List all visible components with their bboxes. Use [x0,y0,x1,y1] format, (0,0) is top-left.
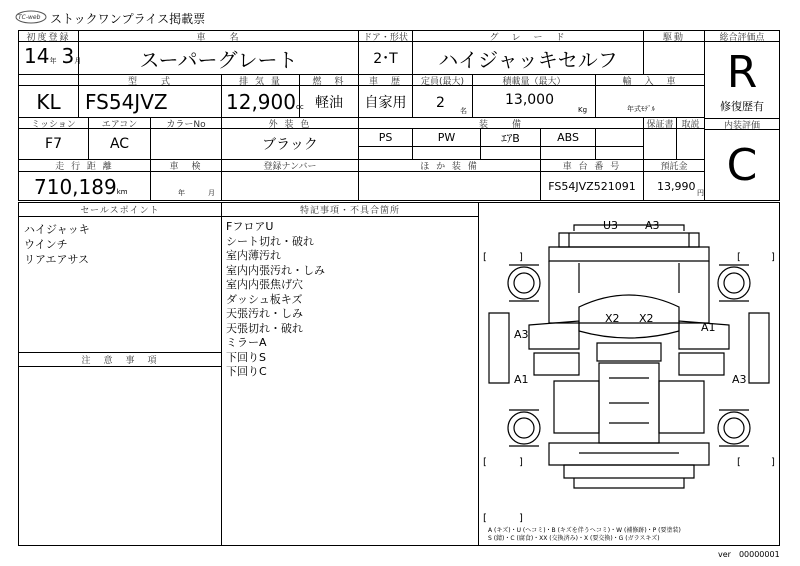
list-item: 室内内張汚れ・しみ [226,263,325,277]
logo-text: TC-web [18,14,41,21]
version-label: ver 00000001 [718,550,780,559]
mark-x2-right: X2 [639,312,654,325]
mark-x2-left: X2 [605,312,620,325]
reg-month-unit: 月 [74,57,82,65]
fuel-header: 燃 料 [312,76,346,87]
exterior-color-header: 外 装 色 [268,119,312,130]
svg-text:[: [ [737,457,741,468]
capacity-unit: 名 [460,107,467,115]
equipment-item: ｴｱB [501,131,520,145]
list-item: FフロアU [226,220,274,233]
exterior-color-value: ブラック [262,137,318,153]
drive-value [644,42,704,74]
drive-header: 駆動 [662,32,685,43]
cautions-header: 注 意 事 項 [81,356,159,366]
mark-a3-top: A3 [645,219,660,232]
sales-points-header: セールスポイント [80,206,160,216]
chassis-no-value: FS54JVZ521091 [548,179,636,193]
door-shape-value: 2･T [373,51,398,67]
svg-text:[: [ [737,252,741,263]
model-prefix: KL [36,89,61,114]
capacity-number: 2 [436,95,445,111]
list-item: ハイジャッキ [24,223,90,236]
history-header: 車 歴 [368,76,402,87]
price-unit: 円 [697,189,704,197]
first-reg-value [24,44,81,68]
special-notes-header: 特記事項・不具合箇所 [299,206,400,216]
displacement-header: 排 気 量 [239,76,282,87]
svg-text:]: ] [771,252,775,263]
warranty-header: 保証書 [646,119,674,130]
svg-text:[: [ [483,457,487,468]
svg-text:]: ] [771,457,775,468]
equipment-item: PW [437,131,456,144]
car-name-header: 車 名 [196,32,241,43]
list-item: ミラーA [226,336,267,349]
list-item: 天張汚れ・しみ [226,307,303,320]
list-item: リアエアサス [24,253,90,266]
mileage-value [34,175,128,199]
grade-header: グ レ ー ド [489,32,567,43]
mileage-unit: km [116,188,128,196]
equipment-item: PS [378,131,393,144]
model-value: FS54JVZ [85,89,168,114]
reg-year-unit: 年 [49,57,57,65]
fuel-value: 軽油 [315,94,343,111]
manual-header: 取説 [681,119,700,130]
color-no-header: カラーNo [166,119,206,130]
equipment-item: ABS [557,131,579,144]
mark-u3: U3 [603,219,619,232]
displacement-number: 12,900 [226,90,296,114]
other-equipment-header: ほ か 装 備 [420,162,479,172]
inspection-year-unit: 年 [178,189,185,197]
overall-score: R [726,46,758,98]
displacement-value [226,90,304,114]
list-item: ウインチ [24,238,68,251]
payload-value: 13,000 [505,92,554,108]
mark-a1-right: A1 [701,321,716,334]
price-value: 13,990 [657,180,696,193]
inspection-month-unit: 月 [208,189,215,197]
aircon-header: エアコン [101,119,138,130]
payload-unit: Kg [578,106,588,114]
model-header: 型 式 [127,76,172,87]
mark-a1-left: A1 [514,373,529,386]
mark-a3-right: A3 [732,373,747,386]
list-item: 室内薄汚れ [226,249,281,262]
vehicle-diagram [479,203,779,545]
legend-line: A (キズ)・U (ヘコミ)・B (キズを伴うヘコミ)・W (補修跡)・P (要塗装) [488,527,681,534]
list-item: 室内内張焦げ穴 [226,278,303,291]
list-item: ダッシュ板キズ [226,292,303,306]
svg-text:]: ] [519,457,523,468]
capacity-value [436,92,445,111]
damage-legend [488,527,681,543]
sales-points-list [24,222,90,267]
aircon-value: AC [109,136,130,152]
car-name-value: スーパーグレート [139,47,298,72]
color-no-value [151,129,221,159]
svg-text:[: [ [483,252,487,263]
mark-a3-left: A3 [514,328,529,341]
overall-eval-header: 総合評価点 [719,32,765,43]
displacement-unit: cc [295,103,304,111]
inspection-header: 車 検 [169,162,203,172]
list-item: 下回りS [226,350,266,364]
svg-text:]: ] [519,513,523,524]
mission-header: ミッション [31,119,76,130]
page-title: ストックワンプライス掲載票 [50,12,206,26]
import-header: 輸 入 車 [622,76,678,87]
svg-text:]: ] [519,252,523,263]
mission-value: F7 [45,136,62,152]
overall-label: 修復歴有 [720,100,764,113]
mileage-number: 710,189 [34,175,117,199]
list-item: 下回りC [226,365,267,378]
legend-line: S (錆)・C (腐食)・XX (交換済み)・X (要交換)・G (ガラスキズ) [488,535,660,542]
reg-number-header: 登録ナンバー [263,162,317,172]
chassis-no-header: 車 台 番 号 [562,162,622,172]
interior-eval-header: 内装評価 [723,120,760,131]
first-reg-header: 初度登録 [26,32,71,43]
door-shape-header: ドア・形状 [363,32,408,43]
reg-month: 3 [61,44,75,68]
special-notes-list [226,220,325,380]
interior-score: C [726,139,758,191]
equipment-header: 装 備 [478,119,523,130]
history-value: 自家用 [364,94,407,111]
list-item: 天張切れ・破れ [226,321,303,335]
price-header: 預託金 [660,162,688,172]
capacity-header: 定員(最大) [420,76,465,87]
model-year-label: 年式ﾓﾃﾞﾙ [627,105,655,113]
svg-text:[: [ [483,513,487,524]
mileage-header: 走 行 距 離 [55,162,114,172]
reg-year: 14 [24,44,50,68]
grade-value: ハイジャッキセルフ [438,47,618,72]
list-item: シート切れ・破れ [226,234,314,248]
payload-header: 積載量（最大） [502,76,566,87]
